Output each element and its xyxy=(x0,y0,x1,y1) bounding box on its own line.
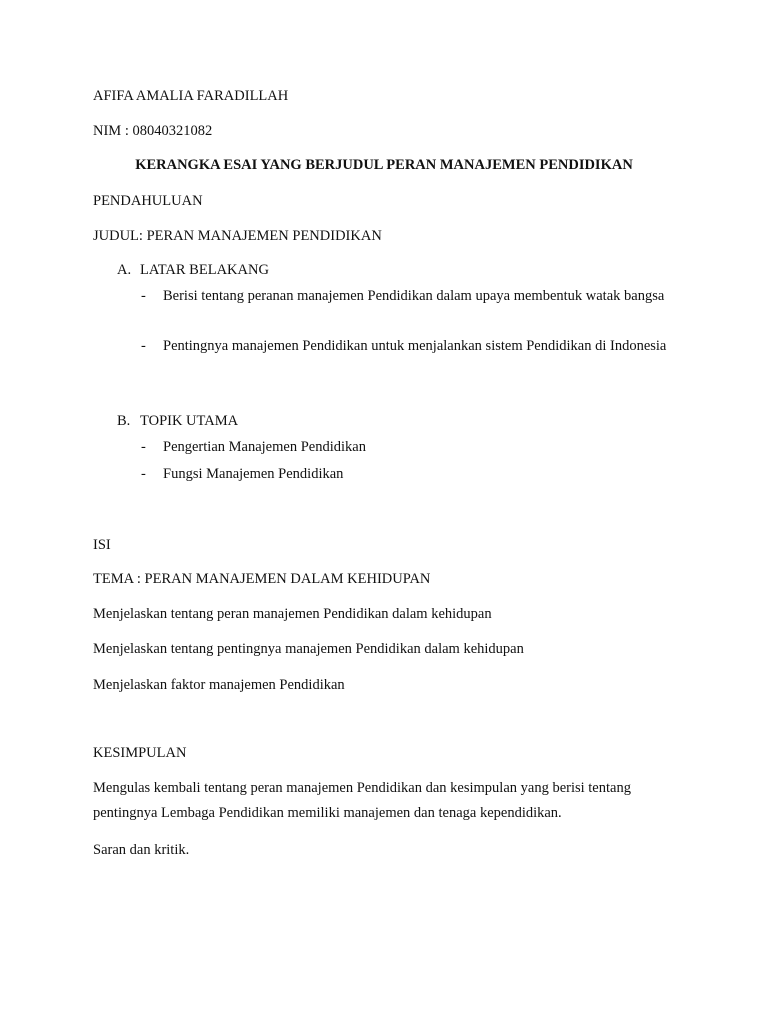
list-item xyxy=(141,284,674,309)
judul-line: JUDUL: PERAN MANAJEMEN PENDIDIKAN xyxy=(93,228,382,244)
section-b-letter: B. xyxy=(117,413,131,429)
bullet-dash: - xyxy=(141,338,146,354)
heading-isi: ISI xyxy=(93,537,111,553)
bullet-text: Fungsi Manajemen Pendidikan xyxy=(163,466,344,482)
isi-line: Menjelaskan tentang peran manajemen Pendidikan dalam kehidupan xyxy=(93,606,492,622)
bullet-dash: - xyxy=(141,439,146,455)
list-item xyxy=(141,462,674,487)
bullet-dash: - xyxy=(141,466,146,482)
closing-line: Saran dan kritik. xyxy=(93,842,190,858)
section-b-heading xyxy=(117,413,238,430)
tema-line: TEMA : PERAN MANAJEMEN DALAM KEHIDUPAN xyxy=(93,571,431,587)
list-item xyxy=(141,334,674,359)
section-a-heading xyxy=(117,262,269,279)
bullet-text: Berisi tentang peranan manajemen Pendidikan dalam upaya membentuk watak bangsa xyxy=(163,288,665,304)
student-id: NIM : 08040321082 xyxy=(93,123,213,139)
section-a-label: LATAR BELAKANG xyxy=(140,262,269,278)
essay-title: KERANGKA ESAI YANG BERJUDUL PERAN MANAJEMEN PENDIDIKAN xyxy=(135,157,633,173)
kesimpulan-paragraph: Mengulas kembali tentang peran manajemen Pendidikan dan kesimpulan yang berisi tentang pentingnya Lembaga Pendidikan memiliki manajemen dan tenaga kependidikan. xyxy=(93,780,631,821)
bullet-text: Pengertian Manajemen Pendidikan xyxy=(163,439,366,455)
bullet-dash: - xyxy=(141,288,146,304)
section-a-letter: A. xyxy=(117,262,132,278)
section-b-label: TOPIK UTAMA xyxy=(140,413,239,429)
isi-line: Menjelaskan faktor manajemen Pendidikan xyxy=(93,677,345,693)
isi-line: Menjelaskan tentang pentingnya manajemen Pendidikan dalam kehidupan xyxy=(93,641,524,657)
bullet-text: Pentingnya manajemen Pendidikan untuk menjalankan sistem Pendidikan di Indonesia xyxy=(163,338,667,354)
author-name: AFIFA AMALIA FARADILLAH xyxy=(93,88,289,104)
heading-kesimpulan: KESIMPULAN xyxy=(93,745,187,761)
list-item xyxy=(141,435,674,460)
heading-pendahuluan: PENDAHULUAN xyxy=(93,193,203,209)
